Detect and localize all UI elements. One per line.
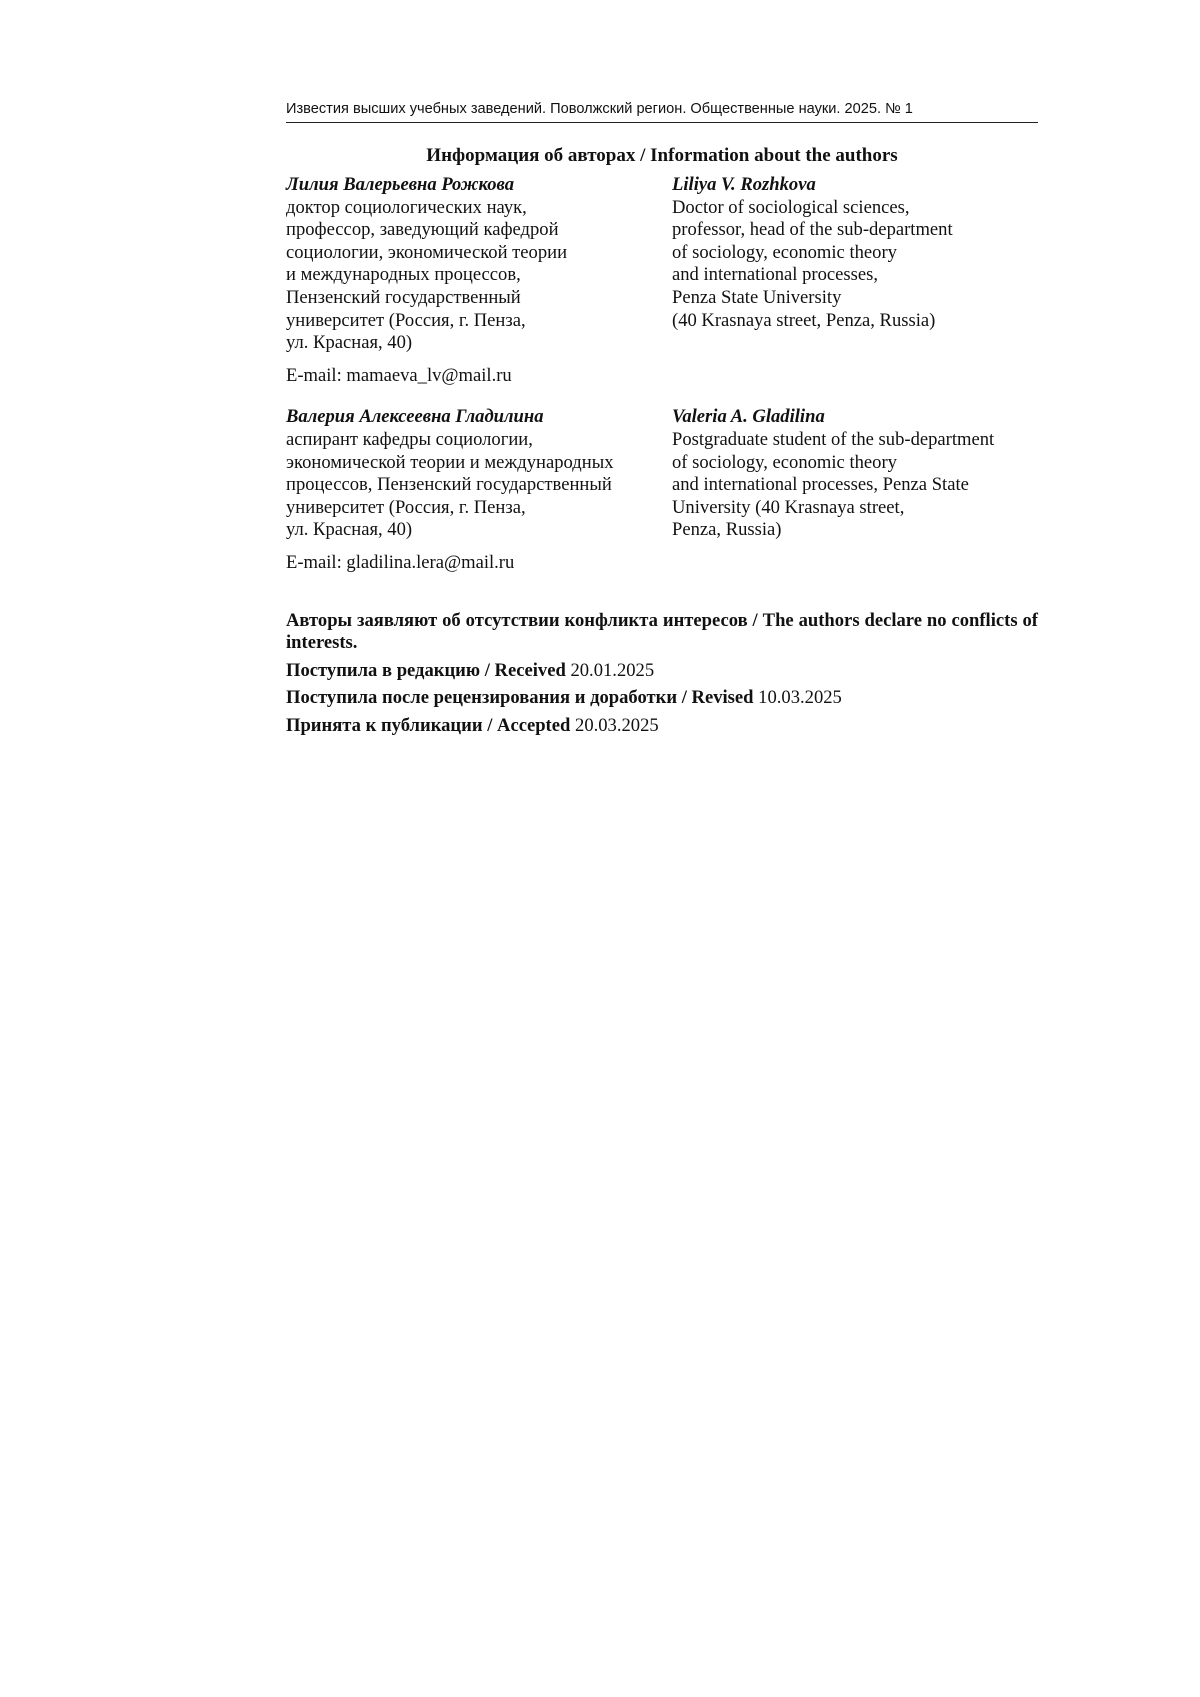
- author-info-line: and international processes, Penza State: [672, 474, 969, 496]
- accepted-label: Принята к публикации / Accepted: [286, 714, 571, 736]
- author-info-line: Doctor of sociological sciences,: [672, 196, 910, 218]
- author-ru-column: [286, 406, 672, 574]
- running-header: Известия высших учебных заведений. Поволжский регион. Общественные науки. 2025. № 1: [286, 100, 1038, 123]
- received-date-row: [286, 660, 1038, 683]
- author-block: [286, 174, 1038, 387]
- author-info-line: (40 Krasnaya street, Penza, Russia): [672, 309, 936, 331]
- author-name-en: Liliya V. Rozhkova: [672, 174, 816, 195]
- author-info-line: ул. Красная, 40): [286, 519, 413, 541]
- received-value: 20.01.2025: [570, 659, 655, 681]
- author-info-line: доктор социологических наук,: [286, 196, 527, 218]
- accepted-value: 20.03.2025: [575, 714, 659, 736]
- author-info-line: and international processes,: [672, 264, 879, 286]
- author-info-line: процессов, Пензенский государственный: [286, 474, 612, 496]
- author-info-line: of sociology, economic theory: [672, 451, 897, 473]
- author-info-line: of sociology, economic theory: [672, 241, 897, 263]
- journal-page: [286, 100, 1038, 737]
- revised-label: Поступила после рецензирования и доработки / Revised: [286, 687, 754, 709]
- revised-value: 10.03.2025: [758, 687, 842, 709]
- author-info-line: и международных процессов,: [286, 264, 521, 286]
- author-info-line: Postgraduate student of the sub-department: [672, 428, 995, 450]
- author-email: E-mail: mamaeva_lv@mail.ru: [286, 364, 512, 386]
- author-info-line: университет (Россия, г. Пенза,: [286, 496, 526, 518]
- accepted-date-row: [286, 715, 1038, 738]
- author-info-line: экономической теории и международных: [286, 451, 614, 473]
- author-info-line: профессор, заведующий кафедрой: [286, 219, 559, 241]
- author-name-en: Valeria A. Gladilina: [672, 406, 825, 428]
- author-email: E-mail: gladilina.lera@mail.ru: [286, 551, 515, 573]
- author-info-line: социологии, экономической теории: [286, 241, 568, 263]
- author-name-ru: Валерия Алексеевна Гладилина: [286, 406, 544, 428]
- author-info-line: Penza State University: [672, 286, 842, 308]
- author-block: [286, 406, 1038, 574]
- author-info-line: Penza, Russia): [672, 519, 782, 541]
- author-info-line: аспирант кафедры социологии,: [286, 428, 533, 450]
- author-en-column: [672, 406, 1038, 574]
- author-name-ru: Лилия Валерьевна Рожкова: [286, 174, 515, 195]
- author-en-column: [672, 174, 1038, 387]
- received-label: Поступила в редакцию / Received: [286, 659, 566, 681]
- author-ru-column: [286, 174, 672, 387]
- author-info-line: ул. Красная, 40): [286, 332, 413, 354]
- revised-date-row: [286, 687, 1038, 710]
- author-info-line: University (40 Krasnaya street,: [672, 496, 905, 518]
- conflict-of-interest-statement: Авторы заявляют об отсутствии конфликта интересов / The authors declare no conflicts of interests.: [286, 609, 1038, 654]
- author-info-line: Пензенский государственный: [286, 286, 521, 308]
- author-info-line: университет (Россия, г. Пенза,: [286, 309, 526, 331]
- section-title: Информация об авторах / Information about the authors: [426, 145, 898, 166]
- author-info-line: professor, head of the sub-department: [672, 219, 953, 241]
